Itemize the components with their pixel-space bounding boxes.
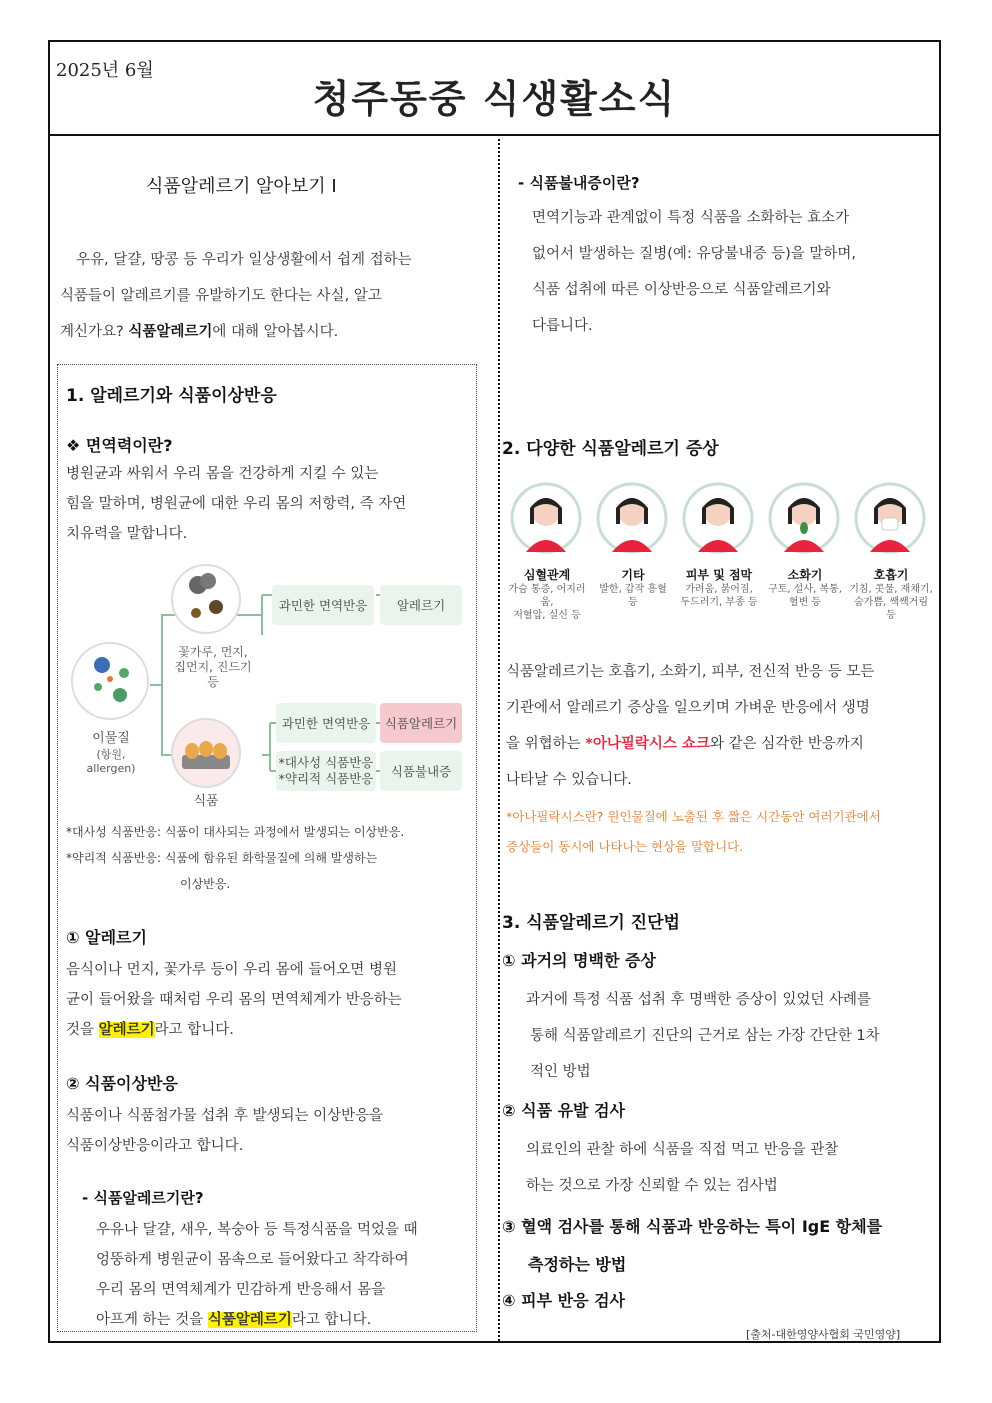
symptom-text-part: 을 위협하는 <box>506 736 581 752</box>
allergy-text-part: 라고 합니다. <box>154 1022 234 1038</box>
section1-box <box>57 364 477 1332</box>
symptom-title: 심혈관계 <box>523 568 571 582</box>
allergy-title: ① 알레르기 <box>66 928 147 947</box>
pollen-label <box>168 645 258 690</box>
intro-text-part: 계신가요? <box>60 324 124 340</box>
symptom-text <box>506 654 938 798</box>
anaphylaxis-keyword: *아나필락시스 쇼크 <box>585 736 710 752</box>
immune-title: ❖ 면역력이란? <box>66 436 173 455</box>
issue-date: 2025년 6월 <box>56 60 154 81</box>
allergy-text-part: 것을 <box>66 1022 95 1038</box>
symptom-title: 소화기 <box>787 568 823 582</box>
section1-title: 1. 알레르기와 식품이상반응 <box>66 386 277 406</box>
food-reaction-title: ② 식품이상반응 <box>66 1074 178 1093</box>
hyper-immune-pill-2: 과민한 면역반응 <box>276 703 376 743</box>
symptom-faces <box>504 478 940 568</box>
diagnosis-2-line: 하는 것으로 가장 신뢰할 수 있는 검사법 <box>526 1178 778 1194</box>
symptom-skin <box>676 566 762 609</box>
symptom-sub: 구토, 설사, 복통, <box>768 584 842 595</box>
allergy-keyword: 알레르기 <box>98 1022 155 1038</box>
intro-keyword: 식품알레르기 <box>128 324 213 340</box>
allergy-text <box>66 955 476 1045</box>
skin-face-icon <box>684 484 752 552</box>
column-divider <box>498 134 500 1341</box>
pharma-label: *약리적 식품반응 <box>278 771 374 786</box>
intro-text-part: 에 대해 알아봅시다. <box>212 324 339 340</box>
anaphylaxis-note <box>506 802 938 862</box>
symptom-sub: 저혈압, 실신 등 <box>513 610 581 621</box>
symptom-title: 피부 및 점막 <box>685 568 753 582</box>
immune-text <box>66 459 476 549</box>
metabolic-label: *대사성 식품반응 <box>278 755 374 770</box>
diagnosis-3-line: 측정하는 방법 <box>528 1255 627 1274</box>
intolerance-line: 면역기능과 관계없이 특정 식품을 소화하는 효소가 <box>532 210 850 226</box>
food-label: 식품 <box>193 794 219 809</box>
symptom-other <box>590 566 676 609</box>
diagnosis-2-text <box>526 1132 940 1204</box>
intolerance-line: 없어서 발생하는 질병(예: 유당불내증 등)을 말하며, <box>532 246 856 262</box>
food-reaction-line: 식품이나 식품첨가물 섭취 후 발생되는 이상반응을 <box>66 1108 384 1124</box>
symptom-digestive <box>762 566 848 609</box>
intolerance-line: 다릅니다. <box>532 318 593 334</box>
diagnosis-3-title <box>502 1208 882 1284</box>
hyper-immune-pill-1: 과민한 면역반응 <box>272 585 374 625</box>
pollen-line: 집먼지, 진드기 등 <box>174 660 252 689</box>
diagnosis-1-line: 통해 식품알레르기 진단의 근거로 삼는 가장 간단한 1차 <box>530 1028 880 1044</box>
diagnosis-2-title: ② 식품 유발 검사 <box>502 1101 625 1120</box>
diagnosis-1-line: 적인 방법 <box>530 1064 591 1080</box>
intro-line: 식품들이 알레르기를 유발하기도 한다는 사실, 알고 <box>60 288 382 304</box>
respiratory-face-icon <box>856 484 924 552</box>
anaphylaxis-note-line: *아나필락시스란? 원인물질에 노출된 후 짧은 시간동안 여러기관에서 <box>506 809 881 824</box>
digestive-face-icon <box>770 484 838 552</box>
note-line: *대사성 식품반응: 식품이 대사되는 과정에서 발생되는 이상반응. <box>66 825 405 839</box>
foreign-label <box>78 727 144 775</box>
intro-line: 우유, 달걀, 땅콩 등 우리가 일상생활에서 쉽게 접하는 <box>76 252 412 268</box>
food-allergy-text-part: 라고 합니다. <box>291 1312 372 1328</box>
diagnosis-1-title: ① 과거의 명백한 증상 <box>502 951 656 970</box>
food-allergy-line <box>96 1305 476 1335</box>
symptom-cardio <box>504 566 590 622</box>
food-allergy-line: 엉뚱하게 병원균이 몸속으로 들어왔다고 착각하여 <box>96 1252 409 1268</box>
symptom-row <box>504 478 940 628</box>
intolerance-text <box>532 200 932 344</box>
immune-line: 치유력을 말합니다. <box>66 526 188 542</box>
eggs-icon <box>182 741 230 769</box>
food-allergy-title: - 식품알레르기란? <box>82 1189 204 1207</box>
symptom-sub: 혈변 등 <box>788 597 822 608</box>
left-heading: 식품알레르기 알아보기 Ⅰ <box>146 176 337 197</box>
food-reaction-pill <box>276 751 376 791</box>
food-allergy-line: 우유나 달걀, 새우, 복숭아 등 특정식품을 먹었을 때 <box>96 1222 418 1238</box>
pollen-line: 꽃가루, 먼지, <box>178 645 248 659</box>
symptom-sub: 발한, 갑작 흥혈 <box>599 584 667 595</box>
other-face-icon <box>598 484 666 552</box>
reaction-notes <box>66 819 476 897</box>
food-allergy-line: 우리 몸의 면역체계가 민감하게 반응해서 몸을 <box>96 1282 386 1298</box>
note-line: 이상반응. <box>180 877 231 891</box>
intro-line <box>60 314 480 350</box>
symptom-title: 기타 <box>621 568 645 582</box>
note-line: *약리적 식품반응: 식품에 함유된 화학물질에 의해 발생하는 <box>66 851 378 865</box>
header <box>50 42 939 136</box>
intolerance-line: 식품 섭취에 따른 이상반응으로 식품알레르기와 <box>532 282 831 298</box>
immune-line: 힘을 말하며, 병원균에 대한 우리 몸의 저항력, 즉 자연 <box>66 496 407 512</box>
newsletter-title: 청주동중 식생활소식 <box>312 77 677 121</box>
immune-line: 병원균과 싸워서 우리 몸을 건강하게 지킬 수 있는 <box>66 466 379 482</box>
anaphylaxis-note-line: 증상들이 동시에 나타나는 현상을 말합니다. <box>506 839 744 854</box>
allergy-line: 균이 들어왔을 때처럼 우리 몸의 면역체계가 반응하는 <box>66 992 402 1008</box>
allergy-line: 음식이나 먼지, 꽃가루 등이 우리 몸에 들어오면 병원 <box>66 962 398 978</box>
diagnosis-1-line: 과거에 특정 식품 섭취 후 명백한 증상이 있었던 사례를 <box>526 992 872 1008</box>
food-reaction-text <box>66 1101 476 1161</box>
foreign-name: 이물질 <box>92 731 130 746</box>
allergy-pill: 알레르기 <box>380 585 462 625</box>
source-credit: [출처-대한영양사협회 국민영양] <box>746 1328 901 1341</box>
food-allergy-keyword: 식품알레르기 <box>207 1312 292 1328</box>
diagnosis-2-line: 의료인의 관찰 하에 식품을 직접 먹고 반응을 관찰 <box>526 1142 839 1158</box>
section2-title: 2. 다양한 식품알레르기 증상 <box>502 439 719 459</box>
intolerance-pill: 식품불내증 <box>380 751 462 791</box>
diagnosis-4-title: ④ 피부 반응 검사 <box>502 1291 625 1310</box>
symptom-respiratory <box>848 566 934 622</box>
symptom-sub: 두드러기, 부종 등 <box>680 597 758 608</box>
symptom-line: 나타날 수 있습니다. <box>506 772 632 788</box>
food-allergy-text <box>96 1215 476 1335</box>
symptom-title: 호흡기 <box>873 568 909 582</box>
intolerance-title: - 식품불내증이란? <box>518 174 640 192</box>
symptom-sub: 가려움, 붉어짐, <box>685 584 753 595</box>
food-allergy-pill: 식품알레르기 <box>380 703 462 743</box>
symptom-sub: 가슴 통증, 어지러움, <box>508 584 586 608</box>
symptom-text-part: 와 같은 심각한 반응까지 <box>709 736 864 752</box>
cardio-face-icon <box>512 484 580 552</box>
intro-text <box>60 242 480 350</box>
symptom-line: 식품알레르기는 호흡기, 소화기, 피부, 전신적 반응 등 모든 <box>506 664 875 680</box>
symptom-sub: 기침, 콧물, 재채기, <box>849 584 933 595</box>
food-allergy-text-part: 아프게 하는 것을 <box>96 1312 204 1328</box>
allergy-line <box>66 1015 476 1045</box>
food-reaction-line: 식품이상반응이라고 합니다. <box>66 1138 244 1154</box>
symptom-line <box>506 726 938 762</box>
foreign-sub: (항원, allergen) <box>86 748 136 775</box>
symptom-sub: 등 <box>628 597 638 608</box>
section3-title: 3. 식품알레르기 진단법 <box>502 913 680 933</box>
newsletter-frame <box>48 40 941 1343</box>
symptom-line: 기관에서 알레르기 증상을 일으키며 가벼운 반응에서 생명 <box>506 700 870 716</box>
symptom-sub: 숨가쁨, 쌕쌕거림 등 <box>854 597 928 621</box>
diagnosis-3-line: ③ 혈액 검사를 통해 식품과 반응하는 특이 IgE 항체를 <box>502 1217 883 1236</box>
diagnosis-1-text <box>526 982 940 1090</box>
